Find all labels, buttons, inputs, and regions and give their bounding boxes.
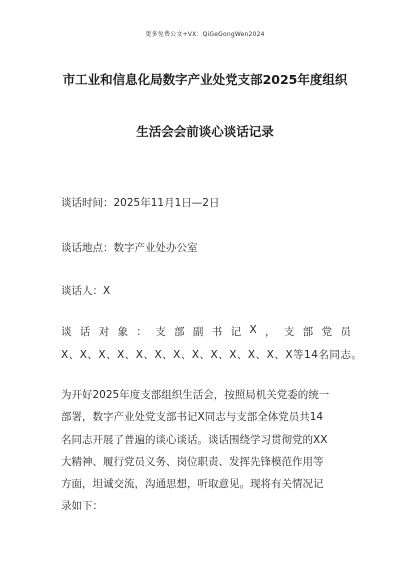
talk-object-char: 副 [192, 326, 204, 338]
talk-object-char: 记 [230, 326, 242, 338]
paragraph-line: 为开好2025年度支部组织生活会，按照局机关党委的统一 [61, 389, 330, 401]
talk-object-char: 书 [211, 326, 223, 338]
talk-object-char: 部 [174, 326, 185, 338]
body-paragraph [61, 384, 351, 518]
talk-place: 谈话地点：数字产业处办公室 [61, 242, 198, 254]
talk-time: 谈话时间：2025年11月1日—2日 [61, 197, 220, 209]
talk-object-line-2: X、X、X、X、X、X、X、X、X、X、X、X、X等14名同志。 [61, 349, 363, 361]
paragraph-line: 名同志开展了普遍的谈心谈话。谈话围绕学习贯彻党的XX [61, 433, 328, 446]
talk-object-char: ： [136, 326, 147, 338]
talk-object-char: 对 [98, 326, 110, 338]
talk-object-char: 员 [340, 326, 351, 338]
paragraph-line: 录如下： [61, 500, 103, 513]
talk-object-char: 部 [302, 326, 314, 338]
talk-object-char: 象 [117, 326, 129, 338]
document-title-line-2: 生活会会前谈心谈话记录 [136, 124, 274, 139]
talk-object-char: X [249, 324, 257, 336]
header-note: 更多免费公文+VX：QiGeGongWen2024 [145, 31, 265, 38]
talk-object-char: 话 [79, 326, 91, 338]
talk-object-char: 党 [321, 326, 333, 338]
paragraph-line: 方面，坦诚交流，沟通思想，听取意见。现将有关情况记 [61, 478, 324, 491]
paragraph-line: 部署，数字产业处党支部书记X同志与支部全体党员共14 [61, 411, 324, 424]
talk-object-char: 支 [283, 326, 295, 338]
talk-object-char: ， [264, 326, 276, 338]
talk-object-line-1 [61, 324, 351, 339]
document-title-line-1: 市工业和信息化局数字产业处党支部2025年度组织 [62, 72, 348, 87]
paragraph-line: 大精神、履行党员义务、岗位职责、发挥先锋模范作用等 [61, 455, 324, 468]
talk-object-char: 支 [155, 326, 166, 338]
talk-object-char: 谈 [61, 326, 72, 338]
talker: 谈话人：X [61, 285, 111, 297]
